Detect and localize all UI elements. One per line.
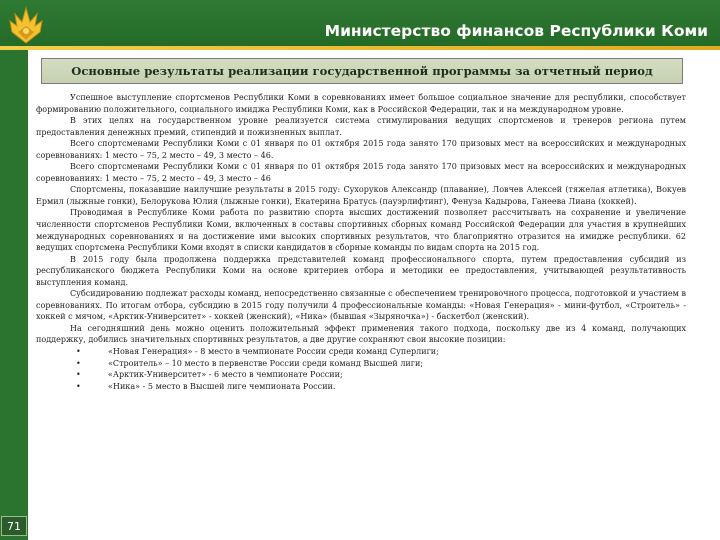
list-item: • «Новая Генерация» - 8 место в чемпионате России среди команд Суперлиги; <box>36 346 686 358</box>
paragraph: Всего спортсменами Республики Коми с 01 января по 01 октября 2015 года занято 170 призовых мест на всероссийских и международных соревнованиях: 1 место – 75, 2 место – 49, 3 место – 46. <box>36 139 686 160</box>
header-gold-stripe <box>0 46 720 50</box>
paragraph: В этих целях на государственном уровне реализуется система стимулирования ведущих спортсменов и тренеров региона путем предоставления денежных премий, стипендий и пожизненных выплат. <box>36 116 686 137</box>
header-title: Министерство финансов Республики Коми <box>324 22 708 40</box>
paragraph: На сегодняшний день можно оценить положительный эффект применения такого подхода, поскольку две из 4 команд, получающих поддержку, добились значительных спортивных результатов, а две другие сохраняют свои высокие позиции: <box>36 323 686 345</box>
paragraph: Спортсмены, показавшие наилучшие результаты в 2015 году: Сухоруков Александр (плавание), Ловчев Алексей (тяжелая атлетика), Вокуев Ермил (лыжные гонки), Белорукова Юлия (лыжные гонки), Екатерина Братусь (пауэрлифтинг), Фенуза Кадырова, Ганеева Лиана (хоккей). <box>36 185 686 206</box>
paragraph: Субсидированию подлежат расходы команд, непосредственно связанные с обеспечением тренировочного процесса, подготовкой и участием в соревнованиях. По итогам отбора, субсидию в 2015 году получили 4 профессиональные команды: «Новая Генерация» - мини-футбол, «Строитель» - хоккей с мячом, «Арктик-Университет» - хоккей (женский), «Ника» (бывшая «Зыряночка») - баскетбол (женский). <box>36 289 686 322</box>
paragraph: В 2015 году была продолжена поддержка представителей команд профессионального спорта, путем предоставления субсидий из республиканского бюджета Республики Коми на основе критериев отбора и методики ее предоставления, учитывающей результативность выступления команд. <box>36 254 686 287</box>
list-item: • «Арктик-Университет» - 6 место в чемпионате России; <box>36 369 686 381</box>
page-number: 71 <box>1 516 27 536</box>
section-title-box <box>41 58 683 84</box>
section-title: Основные результаты реализации государственной программы за отчетный период <box>71 64 653 78</box>
left-sidebar-band <box>0 50 28 540</box>
paragraph: Успешное выступление спортсменов Республики Коми в соревнованиях имеет большое социальное значение для республики, способствует формированию положительного, социального имиджа Республики Коми, как в Российской Федерации, так и на международном уровне. <box>36 93 686 114</box>
paragraph: Проводимая в Республике Коми работа по развитию спорта высших достижений позволяет рассчитывать на сохранение и увеличение численности спортсменов Республики Коми, включенных в составы спортивных сборных команд Российской Федерации для участия в крупнейших международных соревнованиях и на достижение ими высоких спортивных результатов, что благоприятно отразится на имидже республики. 62 ведущих спортсмена Республики Коми входят в списки кандидатов в сборные команды по видам спорта на 2015 год. <box>36 208 686 253</box>
paragraph: Всего спортсменами Республики Коми с 01 января по 01 октября 2015 года занято 170 призовых мест на всероссийских и международных соревнованиях: 1 место – 75, 2 место – 49, 3 место – 46 <box>36 162 686 183</box>
results-list <box>36 346 686 392</box>
list-item: • «Ника» - 5 место в Высшей лиге чемпионата России. <box>36 381 686 393</box>
document-body <box>36 92 686 392</box>
komi-emblem-icon <box>4 2 48 46</box>
list-item: • «Строитель» – 10 место в первенстве России среди команд Высшей лиги; <box>36 358 686 370</box>
